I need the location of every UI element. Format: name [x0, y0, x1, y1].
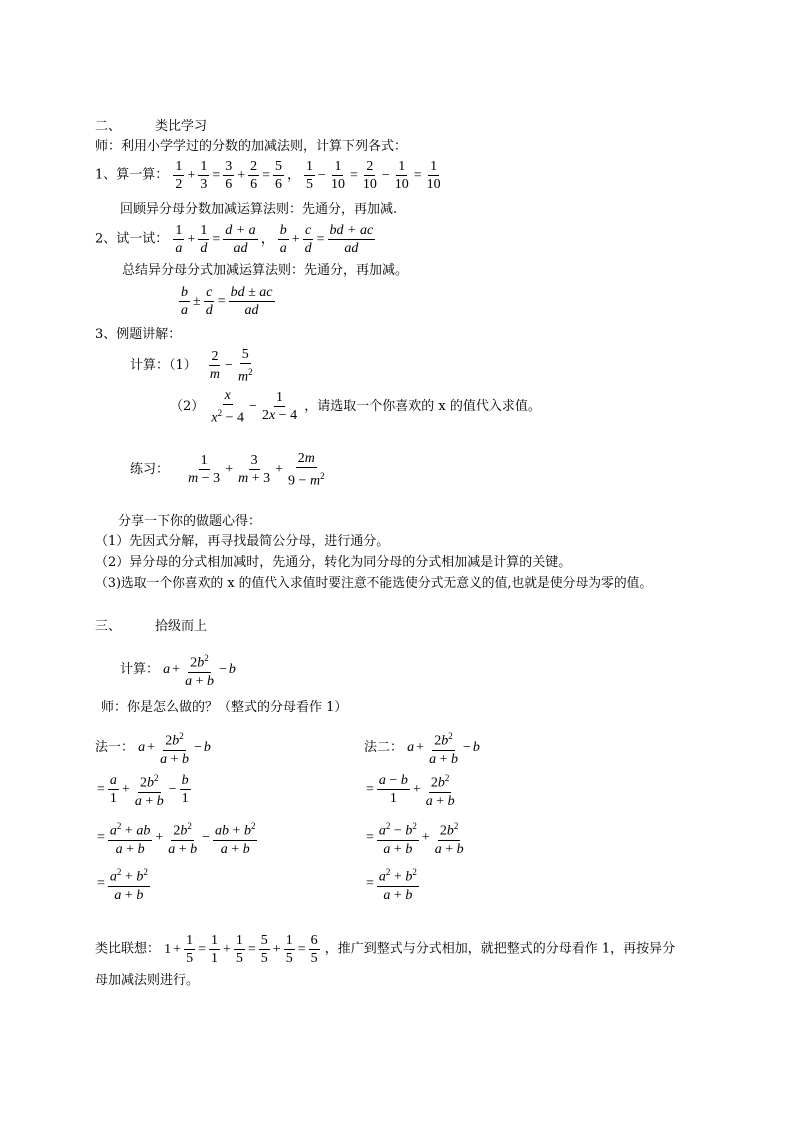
method1-label: 法一： — [95, 739, 135, 755]
calc-label: 计算：（1） — [130, 357, 197, 373]
item2-summary: 总结异分母分式加减运算法则：先通分，再加减。 — [122, 263, 409, 278]
section3-number: 三、 — [95, 619, 122, 634]
method2-line1: 法二： a + $\frac{2b^2}{a + b}$ − b — [364, 728, 480, 768]
method2-label: 法二： — [364, 739, 404, 755]
section2-title: 类比学习 — [155, 119, 208, 134]
section3-calc: 计算： a + $\frac{2b^2}{a + b}$ − b — [120, 650, 236, 690]
section3-title: 拾级而上 — [155, 619, 208, 634]
tip-3: （3)选取一个你喜欢的 x 的值代入求值时要注意不能选使分式无意义的值,也就是使分母为零的值。 — [95, 576, 653, 591]
section2-heading — [95, 118, 207, 136]
analogy-row: 类比联想： 1 + $\frac{1}{5}$ = $\frac{1}{1}$ + $\frac{1}{5}$ = $\frac{5}{5}$ + $\frac{1}{5}$ = $\frac{6}{5}$ ，推广到整式与分式相加，就把整式的分母看作 1，再按异分 — [95, 933, 676, 966]
example2-tail: ，请选取一个你喜欢的 x 的值代入求值。 — [304, 398, 541, 414]
item2-row — [95, 222, 376, 257]
item2-label: 2、试一试： — [95, 231, 169, 247]
teacher-intro: 师：利用小学学过的分数的加减法则，计算下列各式： — [95, 139, 408, 154]
general-rule: b a ± $\frac{c}{d}$ = $\frac{bd \pm ac}{ad}$ — [181, 285, 273, 318]
item3-label: 3、例题讲解： — [95, 327, 182, 342]
teacher-question: 师：你是怎么做的？（整式的分母看作 1） — [101, 700, 348, 715]
item2-formula: 1 a + $\frac{1}{d}$ = $\frac{d + a}{ad}$ ， b a + $\frac{c}{d}$ = $\frac{bd + ac}{ad}$ — [175, 223, 374, 256]
practice-label: 练习： — [130, 461, 170, 477]
section3-calc-label: 计算： — [120, 661, 160, 677]
item1-formula: 1 2 + $\frac{1}{3}$ = $\frac{3}{6}$ + $\frac{2}{6}$ = $\frac{5}{6}$ ， 1 5 − $\frac{1}{10}$ = $\frac{2}{10}$ − $\frac{1}{10}$ = $\frac{1}{10}$ — [175, 159, 441, 192]
example1-row: 计算：（1） 2 m − $\frac{5}{m^2}$ — [130, 347, 253, 385]
method1-line2: = $\frac{a}{1}$ + $\frac{2b^2}{a + b}$ − $\frac{b}{1}$ — [95, 770, 192, 810]
analogy-tail2: 母加减法则进行。 — [95, 973, 200, 988]
method1-line4: = $\frac{a^2 + b^2}{a + b}$ — [95, 864, 151, 904]
method1-line3: = $\frac{a^2 + ab}{a + b}$ + $\frac{2b^2}{a + b}$ − $\frac{ab + b^2}{a + b}$ — [95, 818, 258, 858]
method2-line2: = $\frac{a - b}{1}$ + $\frac{2b^2}{a + b}$ — [364, 770, 458, 810]
practice-row: 练习： 1 m − 3 + $\frac{3}{m + 3}$ + $\frac{2m}{9 - m^2}$ — [130, 451, 325, 489]
method1-line1: 法一： a + $\frac{2b^2}{a + b}$ − b — [95, 728, 211, 768]
item1-label: 1、算一算： — [95, 167, 169, 183]
method2-line4: = $\frac{a^2 + b^2}{a + b}$ — [364, 864, 420, 904]
method2-line3: = $\frac{a^2 - b^2}{a + b}$ + $\frac{2b^2}{a + b}$ — [364, 818, 467, 858]
item1-row — [95, 158, 444, 193]
tip-1: （1）先因式分解，再寻找最简公分母，进行通分。 — [95, 534, 390, 549]
example2-label: （2） — [170, 398, 205, 414]
share-title: 分享一下你的做题心得： — [118, 514, 262, 529]
tip-2: （2）异分母的分式相加减时，先通分，转化为同分母的分式相加减是计算的关键。 — [95, 555, 572, 570]
analogy-tail: ，推广到整式与分式相加，就把整式的分母看作 1，再按异分 — [324, 941, 676, 957]
section3-heading — [95, 618, 207, 636]
example2-row: （2） x $x^2 - 4$ − $\frac{1}{2x - 4}$ ，请选取一个你喜欢的 x 的值代入求值。 — [170, 388, 541, 426]
item1-review: 回顾异分母分数加减运算法则：先通分，再加减. — [120, 202, 398, 217]
section2-number: 二、 — [95, 119, 122, 134]
analogy-label: 类比联想： — [95, 941, 161, 957]
